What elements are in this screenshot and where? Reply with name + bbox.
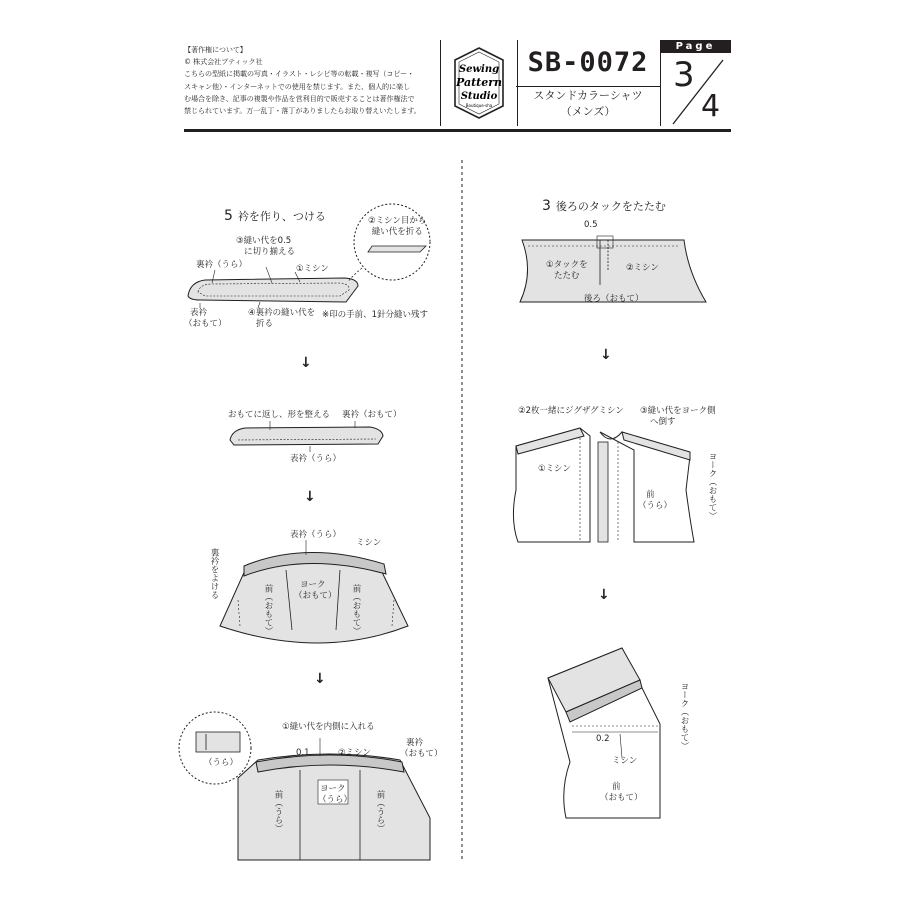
label-top-collar-wrong-3: 表衿（うら） [290, 530, 342, 540]
step-title: 衿を作り、つける [237, 210, 326, 223]
label-0-1: 0.1 [296, 748, 310, 758]
copyright-line: スキャン他）・インターネットでの使用を禁じます。また、個人的に楽し [184, 81, 411, 91]
label-sewing-3: ミシン [356, 538, 382, 548]
label-front-right: 前（おもて） [351, 584, 361, 635]
label-0-2: 0.2 [596, 734, 610, 744]
down-arrow-icon: ↓ [598, 587, 610, 603]
step-number: 5 [224, 208, 233, 224]
label-front-r2: 前 [646, 490, 655, 500]
label-sewing-1: ①ミシン [296, 264, 329, 274]
label-under-collar: 裏衿（うら） [196, 260, 248, 270]
label-move-under-collar: 裏衿をよける [209, 548, 219, 599]
step-number: 3 [542, 198, 551, 214]
copyright-line: 禁じられています。万一乱丁・落丁がありましたらお取り替えいたします。 [184, 106, 421, 116]
label-yoke-side: （おもて） [294, 591, 337, 601]
label-front-left: 前（おもて） [263, 584, 273, 635]
label-front-r3: 前 [612, 782, 621, 792]
label-under-collar-4-side: （おもて） [400, 749, 443, 759]
down-arrow-icon: ↓ [314, 671, 326, 687]
label-detail-wrong: （うら） [204, 758, 239, 768]
label-front-r2-side: （うら） [638, 501, 673, 511]
page-label: Page [660, 40, 731, 53]
page-total: 4 [701, 89, 721, 124]
down-arrow-icon: ↓ [300, 355, 312, 371]
label-front-right-4: 前（うら） [375, 790, 385, 833]
copyright-line: む場合を除き、記事の複製や作品を営利目的で販売することは著作権法で [184, 93, 415, 103]
logo-tagline: Boutique-sha [465, 103, 493, 108]
logo-word: Pattern [455, 76, 503, 89]
subtitle-line: （メンズ） [560, 105, 616, 118]
label-front-left-4: 前（うら） [273, 790, 283, 833]
step-title: 後ろのタックをたたむ [555, 200, 666, 213]
logo-word: Studio [460, 91, 498, 102]
label-fold-tuck-2: たたむ [554, 271, 580, 281]
label-trim-line1: ③縫い代を0.5 [236, 236, 292, 246]
label-trim-line2: に切り揃える [244, 247, 296, 257]
label-sewing-r2: ①ミシン [538, 464, 571, 474]
label-top-collar: 表衿 [190, 308, 208, 318]
label-fold-tuck: ①タックを [546, 260, 588, 270]
label-tuck-allowance: ①縫い代を内側に入れる [282, 722, 375, 732]
subtitle-line: スタンドカラーシャツ [533, 89, 643, 102]
callout-fold-seam: ②ミシン目から 縫い代を折る [368, 216, 427, 237]
label-under-collar-right: 裏衿（おもて） [342, 410, 402, 420]
copyright-line: © 株式会社ブティック社 [184, 57, 263, 67]
label-press-allowance-2: へ倒す [650, 417, 676, 427]
copyright-line: 【著作権について】 [184, 45, 247, 54]
label-turn-right-side: おもてに返し、形を整える [228, 410, 331, 420]
down-arrow-icon: ↓ [600, 347, 612, 363]
label-sewing-r3: ミシン [612, 756, 638, 766]
label-press-allowance: ③縫い代をヨーク側 [640, 406, 716, 416]
label-sewing-4: ②ミシン [338, 748, 371, 758]
label-yoke-r3: ヨーク（おもて） [679, 682, 689, 750]
label-fold-allowance: ④裏衿の縫い代を [248, 308, 316, 318]
step-5-heading [224, 208, 326, 224]
label-front-r3-side: （おもて） [600, 793, 643, 803]
label-yoke-4: ヨーク [320, 784, 346, 794]
step-3-heading [542, 198, 666, 214]
note-leave-stitch: ※印の手前、1針分縫い残す [322, 310, 429, 320]
label-under-collar-4: 裏衿 [406, 738, 424, 748]
label-back-right-side: 後ろ（おもて） [584, 294, 644, 304]
label-top-collar-side: （おもて） [184, 319, 227, 329]
yoke-figure-1 [513, 428, 694, 542]
label-zigzag: ②2枚一緒にジグザグミシン [518, 406, 624, 416]
label-yoke-4-side: （うら） [318, 795, 353, 805]
copyright-line: こちらの型紙に掲載の写真・イラスト・レシピ等の転載・複写（コピー・ [184, 69, 415, 79]
logo-word: Sewing [458, 64, 500, 75]
label-yoke: ヨーク [300, 580, 326, 590]
down-arrow-icon: ↓ [304, 489, 316, 505]
label-sewing-r1: ②ミシン [626, 263, 659, 273]
page-current: 3 [673, 55, 695, 95]
label-fold-allowance-2: 折る [256, 319, 274, 329]
label-yoke-right-side: ヨーク（おもて） [707, 452, 717, 520]
label-0-5: 0.5 [584, 220, 598, 230]
label-top-collar-wrong: 表衿（うら） [290, 454, 342, 464]
pattern-code: SB-0072 [516, 40, 660, 87]
